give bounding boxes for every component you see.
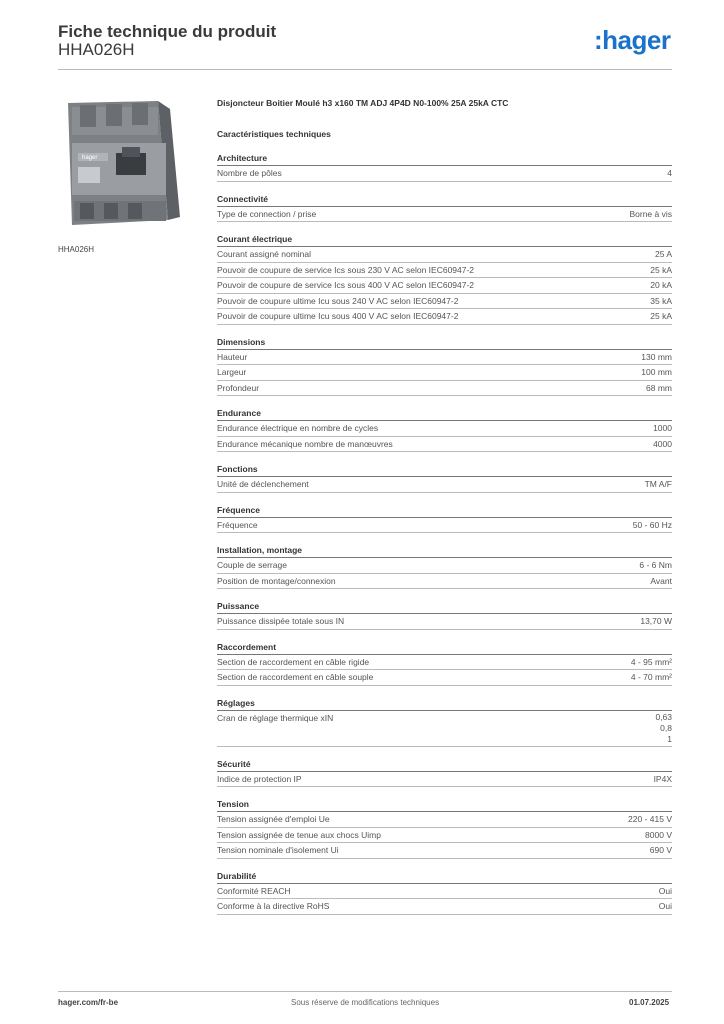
spec-row [217, 655, 672, 671]
spec-value: 690 V [649, 845, 672, 855]
device-brand-label: hager [82, 155, 98, 161]
section-title: Raccordement [217, 640, 672, 655]
spec-sections [217, 151, 672, 915]
spec-value: 100 mm [641, 367, 672, 377]
spec-label: Section de raccordement en câble rigide [217, 656, 370, 667]
spec-section [217, 696, 672, 747]
spec-value: Oui [658, 885, 672, 896]
spec-label: Courant assigné nominal [217, 249, 312, 259]
product-code: HHA026H [58, 40, 135, 59]
spec-section [217, 599, 672, 630]
spec-value: Oui [658, 901, 672, 911]
footer-divider [58, 991, 672, 992]
spec-label: Endurance électrique en nombre de cycles [217, 423, 379, 433]
spec-row [217, 294, 672, 310]
spec-row [217, 772, 672, 788]
spec-section [217, 192, 672, 223]
section-title: Sécurité [217, 757, 672, 772]
footer-website: hager.com/fr-be [58, 998, 119, 1007]
tech-heading: Caractéristiques techniques [217, 129, 331, 139]
spec-row [217, 207, 672, 223]
spec-section [217, 462, 672, 493]
spec-value: 50 - 60 Hz [632, 519, 672, 530]
spec-row [217, 518, 672, 534]
spec-row [217, 843, 672, 859]
spec-label: Conformité REACH [217, 885, 291, 896]
page-title: Fiche technique du produit [58, 22, 277, 41]
spec-value: 4 - 70 mm² [630, 672, 672, 682]
spec-label: Fréquence [217, 519, 258, 530]
spec-row [217, 558, 672, 574]
spec-label: Profondeur [217, 382, 260, 393]
spec-value: 35 kA [650, 295, 672, 306]
spec-row [217, 477, 672, 493]
spec-row [217, 828, 672, 844]
spec-value: 130 mm [641, 351, 672, 362]
spec-label: Type de connection / prise [217, 208, 317, 219]
spec-value: IP4X [653, 773, 672, 784]
spec-row [217, 309, 672, 325]
spec-row [217, 381, 672, 397]
spec-value [655, 711, 672, 746]
spec-row [217, 247, 672, 263]
spec-section [217, 797, 672, 859]
footer-disclaimer: Sous réserve de modifications techniques [291, 998, 440, 1007]
spec-label: Pouvoir de coupure ultime Icu sous 400 V AC selon IEC60947-2 [217, 311, 459, 321]
spec-value: 4 - 95 mm² [630, 656, 672, 667]
spec-label: Tension nominale d'isolement Ui [217, 845, 339, 855]
section-title: Dimensions [217, 335, 672, 350]
spec-label: Unité de déclenchement [217, 479, 309, 489]
hager-logo: :hager [594, 25, 671, 55]
spec-row [217, 350, 672, 366]
spec-value: 20 kA [650, 280, 672, 290]
spec-label: Pouvoir de coupure ultime Icu sous 240 V AC selon IEC60947-2 [217, 295, 459, 306]
spec-row [217, 812, 672, 828]
section-title: Connectivité [217, 192, 672, 207]
spec-value-line: 0,8 [660, 722, 672, 733]
spec-label: Hauteur [217, 351, 248, 362]
spec-value: Borne à vis [629, 208, 672, 219]
spec-section [217, 406, 672, 452]
spec-value: TM A/F [644, 479, 672, 489]
spec-label: Tension assignée de tenue aux chocs Uimp [217, 829, 381, 840]
spec-row [217, 421, 672, 437]
spec-label: Indice de protection IP [217, 773, 302, 784]
spec-label: Endurance mécanique nombre de manœuvres [217, 438, 393, 449]
spec-row [217, 574, 672, 590]
spec-value: 220 - 415 V [628, 814, 672, 824]
header-divider [58, 69, 672, 70]
section-title: Courant électrique [217, 232, 672, 247]
spec-value: 4000 [653, 438, 672, 449]
spec-section [217, 543, 672, 589]
spec-row [217, 884, 672, 900]
spec-label: Conforme à la directive RoHS [217, 901, 330, 911]
spec-label: Puissance dissipée totale sous IN [217, 616, 345, 626]
spec-label: Tension assignée d'emploi Ue [217, 814, 330, 824]
footer-date: 01.07.2025 [629, 998, 670, 1007]
spec-label: Nombre de pôles [217, 168, 282, 178]
spec-value-line: 1 [667, 733, 672, 744]
section-title: Tension [217, 797, 672, 812]
section-title: Installation, montage [217, 543, 672, 558]
section-title: Architecture [217, 151, 672, 166]
breaker-product-image [58, 95, 203, 237]
spec-label: Pouvoir de coupure de service Ics sous 400 V AC selon IEC60947-2 [217, 280, 475, 290]
section-title: Durabilité [217, 869, 672, 884]
section-title: Puissance [217, 599, 672, 614]
section-title: Endurance [217, 406, 672, 421]
spec-row [217, 263, 672, 279]
spec-value: 13,70 W [640, 616, 672, 626]
spec-section [217, 151, 672, 182]
spec-section [217, 869, 672, 915]
spec-content [217, 96, 672, 915]
spec-section [217, 503, 672, 534]
spec-value: Avant [650, 575, 672, 586]
spec-row [217, 670, 672, 686]
spec-value: 25 A [654, 249, 672, 259]
spec-row [217, 711, 672, 747]
spec-row [217, 278, 672, 294]
spec-label: Section de raccordement en câble souple [217, 672, 374, 682]
spec-row [217, 437, 672, 453]
spec-label: Largeur [217, 367, 247, 377]
spec-label: Position de montage/connexion [217, 575, 336, 586]
spec-section [217, 640, 672, 686]
spec-value: 6 - 6 Nm [639, 560, 672, 570]
section-title: Réglages [217, 696, 672, 711]
image-caption: HHA026H [58, 245, 95, 254]
spec-value: 8000 V [645, 829, 672, 840]
spec-value: 1000 [653, 423, 672, 433]
section-title: Fréquence [217, 503, 672, 518]
spec-label: Cran de réglage thermique xIN [217, 712, 334, 723]
spec-section [217, 757, 672, 788]
spec-section [217, 335, 672, 397]
product-name: Disjoncteur Boitier Moulé h3 x160 TM ADJ 4P4D N0-100% 25A 25kA CTC [217, 98, 509, 108]
spec-row [217, 365, 672, 381]
spec-label: Pouvoir de coupure de service Ics sous 230 V AC selon IEC60947-2 [217, 264, 475, 275]
spec-section [217, 232, 672, 325]
section-title: Fonctions [217, 462, 672, 477]
spec-value: 25 kA [650, 264, 672, 275]
spec-value: 68 mm [646, 382, 672, 393]
spec-row [217, 166, 672, 182]
spec-value: 4 [667, 168, 672, 178]
spec-row [217, 899, 672, 915]
spec-value: 25 kA [650, 311, 672, 321]
spec-row [217, 614, 672, 630]
spec-value-line: 0,63 [655, 711, 672, 722]
spec-label: Couple de serrage [217, 560, 287, 570]
